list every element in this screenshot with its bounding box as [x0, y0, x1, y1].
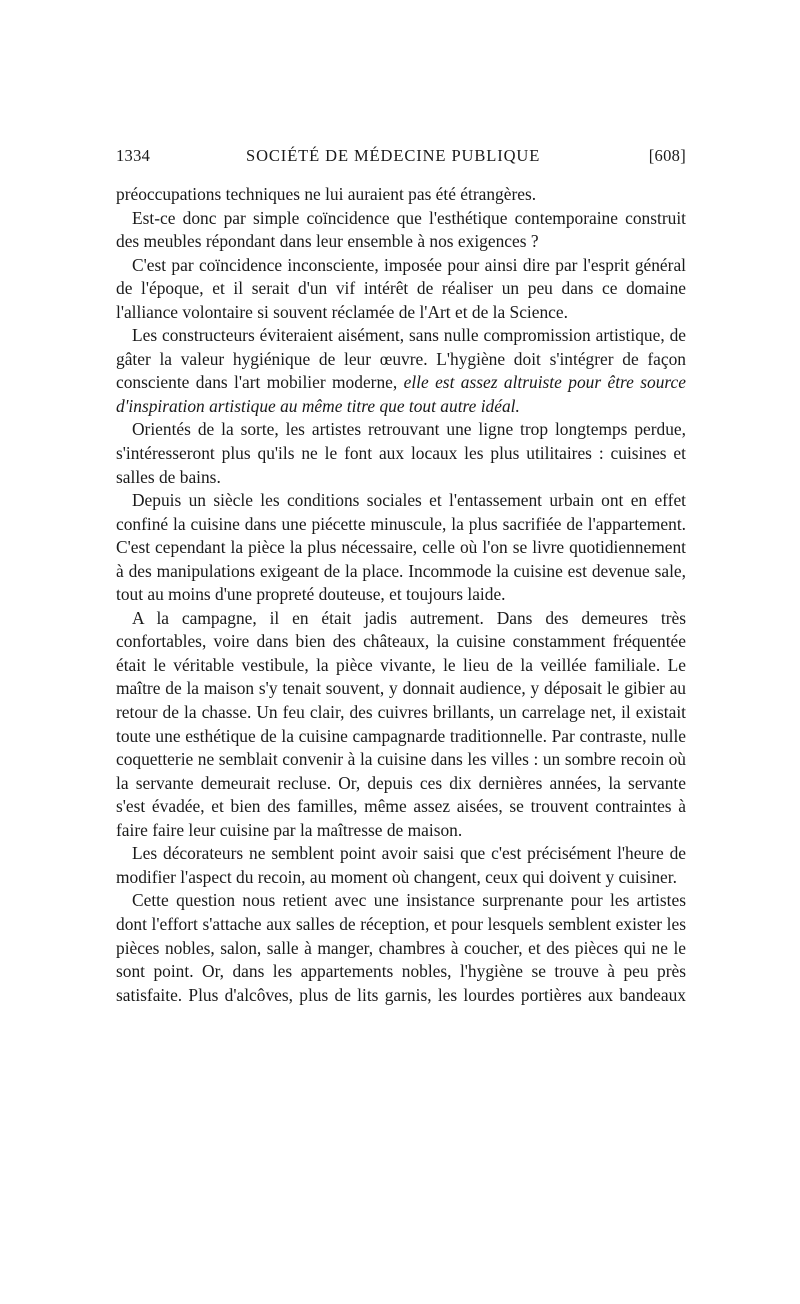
paragraph: Depuis un siècle les conditions sociales et l'entassement urbain ont en effet confiné la cuisine dans une piécette minuscule, la plus sacrifiée de l'appartement. C'est cependant la pièce la plus nécessaire, celle où l'on se livre quotidiennement à des manipulations exigeant de la place. Incommode la cuisine est devenue sale, tout au moins d'une propreté douteuse, et toujours laide.	[116, 490, 686, 605]
paragraph: Cette question nous retient avec une insistance surprenante pour les artistes dont l'effort s'attache aux salles de réception, et pour lesquels semblent exister les pièces nobles, salon, salle à manger, chambres à coucher, et des pièces qui ne le sont point. Or, dans les appartements nobles, l'hygiène se trouve à peu près satisfaite. Plus d'alcôves, plus de lits garnis, les lourdes portières aux bandeaux	[116, 890, 686, 1005]
running-header	[116, 146, 686, 170]
page-number: 1334	[116, 146, 151, 165]
body-text	[116, 183, 686, 1007]
paragraph: Orientés de la sorte, les artistes retrouvant une ligne trop longtemps perdue, s'intéresseront plus qu'ils ne le font aux locaux les plus utilitaires : cuisines et salles de bains.	[116, 419, 686, 487]
paragraph-roman-text: Les constructeurs éviteraient aisément, sans nulle compromission artistique, de gâter la valeur hygiénique de leur œuvre. L'hygiène doit s'intégrer de façon consciente dans l'art mobilier moderne,	[116, 325, 686, 393]
paragraph: Les décorateurs ne semblent point avoir saisi que c'est précisément l'heure de modifier l'aspect du recoin, au moment où changent, ceux qui doivent y cuisiner.	[116, 843, 686, 887]
paragraph: Est-ce donc par simple coïncidence que l'esthétique contemporaine construit des meubles répondant dans leur ensemble à nos exigences ?	[116, 207, 686, 252]
journal-title: SOCIÉTÉ DE MÉDECINE PUBLIQUE	[246, 146, 541, 165]
bracket-page-number: [608]	[648, 146, 686, 165]
paragraph-continued: préoccupations techniques ne lui auraient pas été étrangères.	[116, 184, 537, 204]
paragraph-italic-text: elle est assez altruiste pour être source d'inspiration artistique au même titre que tout autre idéal.	[116, 372, 686, 416]
paragraph: C'est par coïncidence inconsciente, imposée pour ainsi dire par l'esprit général de l'époque, et il serait d'un vif intérêt de réaliser un peu dans ce domaine l'alliance volontaire si souvent réclamée de l'Art et de la Science.	[116, 254, 686, 322]
paragraph: A la campagne, il en était jadis autrement. Dans des demeures très confortables, voire dans bien des châteaux, la cuisine constamment fréquentée était le véritable vestibule, la pièce vivante, le lieu de la veillée familiale. Le maître de la maison s'y tenait souvent, y donnait audience, y déposait le gibier au retour de la chasse. Un feu clair, des cuivres brillants, un carrelage net, il existait toute une esthétique de la cuisine campagnarde traditionnelle. Par contraste, nulle coquetterie ne semblait convenir à la cuisine dans les villes : un sombre recoin où la servante demeurait recluse. Or, depuis ces dix dernières années, la servante s'est évadée, et bien des familles, même assez aisées, se trouvent contraintes à faire faire leur cuisine par la maîtresse de maison.	[116, 607, 686, 840]
paragraph	[116, 324, 686, 418]
